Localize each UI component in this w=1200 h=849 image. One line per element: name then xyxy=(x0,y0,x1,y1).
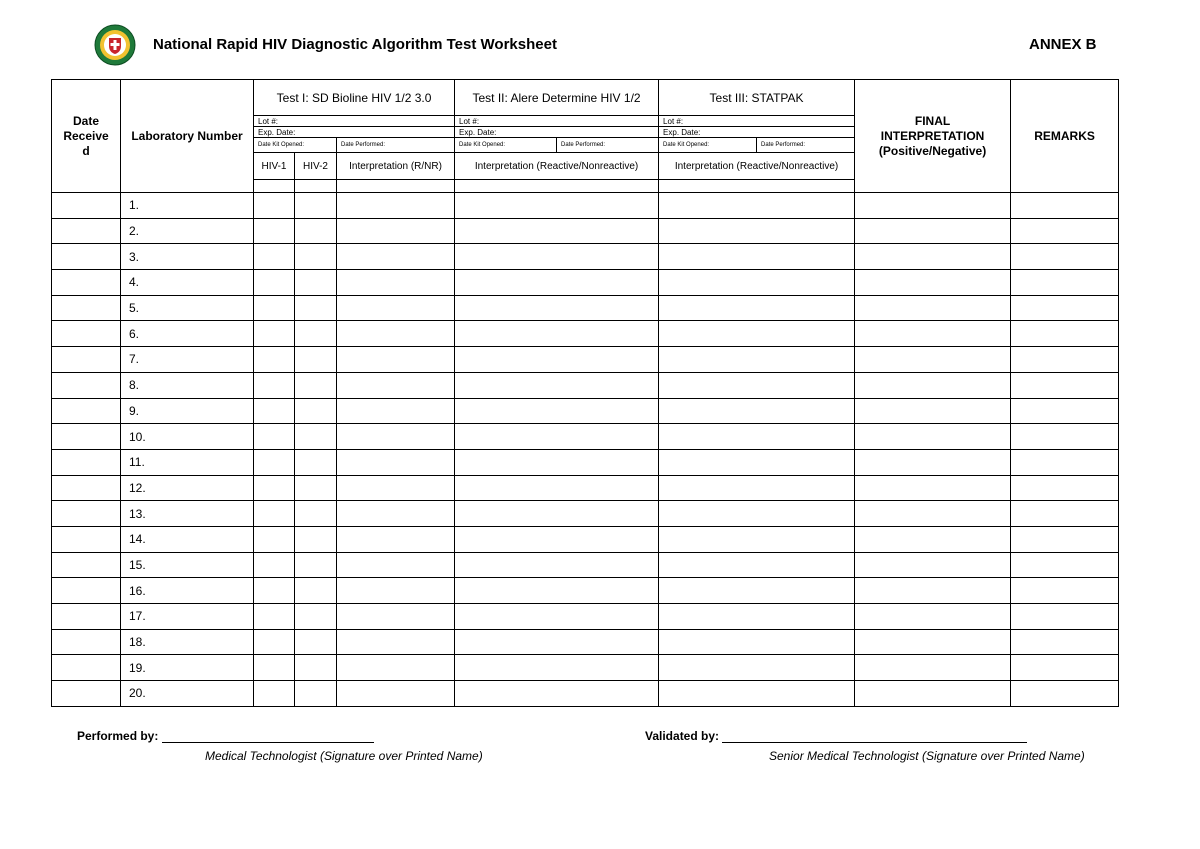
test-1-interpretation-cell[interactable] xyxy=(337,398,455,424)
table-row xyxy=(52,501,1119,527)
test-3-interpretation-cell[interactable] xyxy=(659,295,855,321)
remarks-cell[interactable] xyxy=(1011,321,1119,347)
remarks-cell[interactable] xyxy=(1011,193,1119,219)
test-1-hiv-1-cell[interactable] xyxy=(254,501,295,527)
final-interpretation-cell[interactable] xyxy=(855,629,1011,655)
table-row xyxy=(52,270,1119,296)
test-1-interpretation-cell[interactable] xyxy=(337,244,455,270)
date-received-cell[interactable] xyxy=(52,629,121,655)
laboratory-number-cell[interactable]: 12. xyxy=(121,475,254,501)
test-1-interpretation-cell[interactable] xyxy=(337,347,455,373)
test-1-hiv-2-cell[interactable] xyxy=(295,321,337,347)
table-row xyxy=(52,218,1119,244)
test-2-interpretation-cell[interactable] xyxy=(455,475,659,501)
final-interpretation-cell[interactable] xyxy=(855,449,1011,475)
laboratory-number-cell[interactable]: 7. xyxy=(121,347,254,373)
laboratory-number-cell[interactable]: 11. xyxy=(121,449,254,475)
test-3-exp-field[interactable]: Exp. Date: xyxy=(659,127,855,138)
test-1-hiv-1-cell[interactable] xyxy=(254,475,295,501)
laboratory-number-cell[interactable]: 15. xyxy=(121,552,254,578)
sub-hiv-1: HIV-1 xyxy=(254,153,295,180)
test-1-hiv-2-cell[interactable] xyxy=(295,552,337,578)
remarks-cell[interactable] xyxy=(1011,449,1119,475)
validated-by-label: Validated by: xyxy=(645,729,720,743)
final-interpretation-cell[interactable] xyxy=(855,270,1011,296)
test-2-interpretation-cell[interactable] xyxy=(455,218,659,244)
test-3-interpretation-cell[interactable] xyxy=(659,501,855,527)
test-1-hiv-1-cell[interactable] xyxy=(254,655,295,681)
test-1-interpretation-cell[interactable] xyxy=(337,424,455,450)
test-3-interpretation-cell[interactable] xyxy=(659,218,855,244)
test-1-interpretation-cell[interactable] xyxy=(337,629,455,655)
test-1-interpretation-cell[interactable] xyxy=(337,655,455,681)
date-received-cell[interactable] xyxy=(52,578,121,604)
laboratory-number-cell[interactable]: 2. xyxy=(121,218,254,244)
final-interpretation-cell[interactable] xyxy=(855,295,1011,321)
col-date-received: Date Receive d xyxy=(52,80,121,193)
test-1-hiv-1-cell[interactable] xyxy=(254,218,295,244)
test-3-interpretation-cell[interactable] xyxy=(659,244,855,270)
test-1-kit-opened-field[interactable]: Date Kit Opened: xyxy=(254,138,337,153)
remarks-cell[interactable] xyxy=(1011,501,1119,527)
test-1-hiv-2-cell[interactable] xyxy=(295,475,337,501)
test-3-interpretation-cell[interactable] xyxy=(659,321,855,347)
final-interpretation-cell[interactable] xyxy=(855,578,1011,604)
remarks-cell[interactable] xyxy=(1011,372,1119,398)
final-interpretation-cell[interactable] xyxy=(855,604,1011,630)
test-3-interpretation-cell[interactable] xyxy=(659,193,855,219)
date-received-cell[interactable] xyxy=(52,218,121,244)
laboratory-number-cell[interactable]: 18. xyxy=(121,629,254,655)
laboratory-number-cell[interactable]: 6. xyxy=(121,321,254,347)
remarks-cell[interactable] xyxy=(1011,270,1119,296)
final-interpretation-cell[interactable] xyxy=(855,655,1011,681)
remarks-cell[interactable] xyxy=(1011,629,1119,655)
sub-interpretation-rnr: Interpretation (R/NR) xyxy=(337,153,455,180)
date-received-cell[interactable] xyxy=(52,295,121,321)
laboratory-number-cell[interactable]: 19. xyxy=(121,655,254,681)
remarks-cell[interactable] xyxy=(1011,552,1119,578)
test-3-interpretation-cell[interactable] xyxy=(659,372,855,398)
date-received-cell[interactable] xyxy=(52,398,121,424)
final-interpretation-cell[interactable] xyxy=(855,475,1011,501)
test-1-hiv-1-cell[interactable] xyxy=(254,681,295,707)
test-1-interpretation-cell[interactable] xyxy=(337,578,455,604)
test-2-interpretation-cell[interactable] xyxy=(455,501,659,527)
remarks-cell[interactable] xyxy=(1011,681,1119,707)
remarks-cell[interactable] xyxy=(1011,475,1119,501)
col-remarks: REMARKS xyxy=(1011,80,1119,193)
table-row xyxy=(52,475,1119,501)
performed-by-label: Performed by: xyxy=(77,729,159,743)
test-2-interpretation-cell[interactable] xyxy=(455,526,659,552)
table-row xyxy=(52,372,1119,398)
final-interpretation-cell[interactable] xyxy=(855,681,1011,707)
test-3-interpretation-cell[interactable] xyxy=(659,398,855,424)
test-1-interpretation-cell[interactable] xyxy=(337,501,455,527)
remarks-cell[interactable] xyxy=(1011,526,1119,552)
final-interpretation-cell[interactable] xyxy=(855,372,1011,398)
test-3-title: Test III: STATPAK xyxy=(659,80,855,116)
test-1-hiv-1-cell[interactable] xyxy=(254,552,295,578)
test-1-interpretation-cell[interactable] xyxy=(337,321,455,347)
test-3-interpretation-cell[interactable] xyxy=(659,629,855,655)
final-interpretation-cell[interactable] xyxy=(855,424,1011,450)
test-3-interpretation-cell[interactable] xyxy=(659,552,855,578)
date-received-cell[interactable] xyxy=(52,604,121,630)
table-row xyxy=(52,629,1119,655)
table-row xyxy=(52,449,1119,475)
table-row xyxy=(52,398,1119,424)
test-3-interpretation-cell[interactable] xyxy=(659,526,855,552)
table-row xyxy=(52,655,1119,681)
test-1-hiv-1-cell[interactable] xyxy=(254,398,295,424)
table-row xyxy=(52,321,1119,347)
laboratory-number-cell[interactable]: 20. xyxy=(121,681,254,707)
test-2-interpretation-cell[interactable] xyxy=(455,372,659,398)
test-2-interpretation-cell[interactable] xyxy=(455,244,659,270)
test-1-hiv-2-cell[interactable] xyxy=(295,681,337,707)
table-row xyxy=(52,193,1119,219)
date-received-cell[interactable] xyxy=(52,424,121,450)
test-1-interpretation-cell[interactable] xyxy=(337,218,455,244)
test-2-performed-field[interactable]: Date Performed: xyxy=(557,138,659,153)
final-interpretation-cell[interactable] xyxy=(855,218,1011,244)
test-2-interpretation-cell[interactable] xyxy=(455,424,659,450)
remarks-cell[interactable] xyxy=(1011,655,1119,681)
test-1-hiv-2-cell[interactable] xyxy=(295,244,337,270)
test-1-hiv-2-cell[interactable] xyxy=(295,193,337,219)
test-2-interpretation-cell[interactable] xyxy=(455,193,659,219)
test-3-interpretation-cell[interactable] xyxy=(659,578,855,604)
test-1-hiv-1-cell[interactable] xyxy=(254,424,295,450)
test-1-hiv-1-cell[interactable] xyxy=(254,347,295,373)
final-interpretation-cell[interactable] xyxy=(855,244,1011,270)
test-1-hiv-2-cell[interactable] xyxy=(295,372,337,398)
validated-by-signature-field[interactable] xyxy=(722,730,1027,743)
test-1-hiv-1-cell[interactable] xyxy=(254,270,295,296)
document-title: National Rapid HIV Diagnostic Algorithm Test Worksheet xyxy=(153,36,557,53)
date-received-cell[interactable] xyxy=(52,270,121,296)
sub-hiv-2: HIV-2 xyxy=(295,153,337,180)
department-of-health-seal-icon xyxy=(94,24,136,66)
test-2-interpretation-cell[interactable] xyxy=(455,552,659,578)
worksheet-table xyxy=(51,79,1119,707)
test-3-interpretation-cell[interactable] xyxy=(659,681,855,707)
test-1-hiv-1-cell[interactable] xyxy=(254,244,295,270)
test-3-interpretation-cell[interactable] xyxy=(659,424,855,450)
test-1-hiv-1-cell[interactable] xyxy=(254,604,295,630)
test-1-interpretation-cell[interactable] xyxy=(337,552,455,578)
date-received-cell[interactable] xyxy=(52,475,121,501)
test-3-interpretation-cell[interactable] xyxy=(659,270,855,296)
table-row xyxy=(52,526,1119,552)
date-received-cell[interactable] xyxy=(52,526,121,552)
date-received-cell[interactable] xyxy=(52,552,121,578)
laboratory-number-cell[interactable]: 16. xyxy=(121,578,254,604)
test-1-performed-field[interactable]: Date Performed: xyxy=(337,138,455,153)
test-2-interpretation-cell[interactable] xyxy=(455,347,659,373)
test-1-hiv-1-cell[interactable] xyxy=(254,629,295,655)
table-row xyxy=(52,424,1119,450)
test-1-hiv-2-cell[interactable] xyxy=(295,501,337,527)
date-received-cell[interactable] xyxy=(52,681,121,707)
remarks-cell[interactable] xyxy=(1011,398,1119,424)
test-1-interpretation-cell[interactable] xyxy=(337,526,455,552)
sub-interpretation-test-2: Interpretation (Reactive/Nonreactive) xyxy=(455,153,659,180)
test-2-interpretation-cell[interactable] xyxy=(455,398,659,424)
test-3-interpretation-cell[interactable] xyxy=(659,604,855,630)
test-3-interpretation-cell[interactable] xyxy=(659,475,855,501)
laboratory-number-cell[interactable]: 8. xyxy=(121,372,254,398)
test-1-interpretation-cell[interactable] xyxy=(337,475,455,501)
performed-by-role: Medical Technologist (Signature over Printed Name) xyxy=(205,749,483,763)
test-2-lot-field[interactable]: Lot #: xyxy=(455,116,659,127)
remarks-cell[interactable] xyxy=(1011,295,1119,321)
test-1-interpretation-cell[interactable] xyxy=(337,270,455,296)
final-interpretation-cell[interactable] xyxy=(855,347,1011,373)
remarks-cell[interactable] xyxy=(1011,424,1119,450)
test-1-interpretation-cell[interactable] xyxy=(337,295,455,321)
annex-label: ANNEX B xyxy=(1029,36,1097,53)
test-1-hiv-2-cell[interactable] xyxy=(295,398,337,424)
test-3-interpretation-cell[interactable] xyxy=(659,347,855,373)
test-3-kit-opened-field[interactable]: Date Kit Opened: xyxy=(659,138,757,153)
test-2-interpretation-cell[interactable] xyxy=(455,295,659,321)
test-1-hiv-2-cell[interactable] xyxy=(295,449,337,475)
test-1-exp-field[interactable]: Exp. Date: xyxy=(254,127,455,138)
test-1-hiv-1-cell[interactable] xyxy=(254,578,295,604)
final-interpretation-cell[interactable] xyxy=(855,501,1011,527)
test-2-interpretation-cell[interactable] xyxy=(455,629,659,655)
remarks-cell[interactable] xyxy=(1011,578,1119,604)
test-1-lot-field[interactable]: Lot #: xyxy=(254,116,455,127)
date-received-cell[interactable] xyxy=(52,449,121,475)
remarks-cell[interactable] xyxy=(1011,244,1119,270)
remarks-cell[interactable] xyxy=(1011,218,1119,244)
date-received-cell[interactable] xyxy=(52,193,121,219)
test-1-hiv-1-cell[interactable] xyxy=(254,526,295,552)
test-1-hiv-1-cell[interactable] xyxy=(254,449,295,475)
final-interpretation-cell[interactable] xyxy=(855,526,1011,552)
laboratory-number-cell[interactable]: 10. xyxy=(121,424,254,450)
laboratory-number-cell[interactable]: 4. xyxy=(121,270,254,296)
test-1-hiv-2-cell[interactable] xyxy=(295,604,337,630)
test-1-hiv-2-cell[interactable] xyxy=(295,655,337,681)
test-3-lot-field[interactable]: Lot #: xyxy=(659,116,855,127)
test-1-interpretation-cell[interactable] xyxy=(337,681,455,707)
col-laboratory-number: Laboratory Number xyxy=(121,80,254,193)
laboratory-number-cell[interactable]: 17. xyxy=(121,604,254,630)
test-2-interpretation-cell[interactable] xyxy=(455,604,659,630)
test-1-hiv-1-cell[interactable] xyxy=(254,193,295,219)
validated-by-role: Senior Medical Technologist (Signature over Printed Name) xyxy=(769,749,1085,763)
test-1-interpretation-cell[interactable] xyxy=(337,604,455,630)
test-1-hiv-2-cell[interactable] xyxy=(295,270,337,296)
laboratory-number-cell[interactable]: 5. xyxy=(121,295,254,321)
date-received-cell[interactable] xyxy=(52,321,121,347)
table-row xyxy=(52,552,1119,578)
date-received-cell[interactable] xyxy=(52,655,121,681)
test-1-hiv-2-cell[interactable] xyxy=(295,629,337,655)
test-2-kit-opened-field[interactable]: Date Kit Opened: xyxy=(455,138,557,153)
table-row xyxy=(52,347,1119,373)
table-row xyxy=(52,578,1119,604)
test-1-hiv-2-cell[interactable] xyxy=(295,578,337,604)
table-row xyxy=(52,244,1119,270)
test-1-hiv-2-cell[interactable] xyxy=(295,218,337,244)
remarks-cell[interactable] xyxy=(1011,604,1119,630)
laboratory-number-cell[interactable]: 3. xyxy=(121,244,254,270)
test-1-hiv-1-cell[interactable] xyxy=(254,295,295,321)
date-received-cell[interactable] xyxy=(52,501,121,527)
test-1-hiv-2-cell[interactable] xyxy=(295,424,337,450)
test-2-interpretation-cell[interactable] xyxy=(455,270,659,296)
test-1-hiv-2-cell[interactable] xyxy=(295,347,337,373)
date-received-cell[interactable] xyxy=(52,372,121,398)
test-3-interpretation-cell[interactable] xyxy=(659,655,855,681)
final-interpretation-cell[interactable] xyxy=(855,552,1011,578)
col-final-interpretation: FINAL INTERPRETATION (Positive/Negative) xyxy=(855,80,1011,193)
test-1-interpretation-cell[interactable] xyxy=(337,372,455,398)
final-interpretation-cell[interactable] xyxy=(855,398,1011,424)
table-row xyxy=(52,295,1119,321)
performed-by-line xyxy=(77,729,374,743)
test-2-interpretation-cell[interactable] xyxy=(455,655,659,681)
test-1-hiv-1-cell[interactable] xyxy=(254,372,295,398)
date-received-cell[interactable] xyxy=(52,244,121,270)
test-1-interpretation-cell[interactable] xyxy=(337,449,455,475)
test-2-exp-field[interactable]: Exp. Date: xyxy=(455,127,659,138)
test-2-interpretation-cell[interactable] xyxy=(455,578,659,604)
date-received-cell[interactable] xyxy=(52,347,121,373)
table-row xyxy=(52,604,1119,630)
worksheet-rows xyxy=(52,193,1119,707)
test-2-interpretation-cell[interactable] xyxy=(455,681,659,707)
test-1-title: Test I: SD Bioline HIV 1/2 3.0 xyxy=(254,80,455,116)
sub-interpretation-test-3: Interpretation (Reactive/Nonreactive) xyxy=(659,153,855,180)
test-1-hiv-2-cell[interactable] xyxy=(295,295,337,321)
test-1-hiv-1-cell[interactable] xyxy=(254,321,295,347)
test-2-interpretation-cell[interactable] xyxy=(455,321,659,347)
final-interpretation-cell[interactable] xyxy=(855,193,1011,219)
test-1-hiv-2-cell[interactable] xyxy=(295,526,337,552)
test-3-performed-field[interactable]: Date Performed: xyxy=(757,138,855,153)
laboratory-number-cell[interactable]: 9. xyxy=(121,398,254,424)
laboratory-number-cell[interactable]: 13. xyxy=(121,501,254,527)
laboratory-number-cell[interactable]: 1. xyxy=(121,193,254,219)
test-2-title: Test II: Alere Determine HIV 1/2 xyxy=(455,80,659,116)
test-1-interpretation-cell[interactable] xyxy=(337,193,455,219)
validated-by-line xyxy=(645,729,1027,743)
final-interpretation-cell[interactable] xyxy=(855,321,1011,347)
performed-by-signature-field[interactable] xyxy=(162,730,374,743)
remarks-cell[interactable] xyxy=(1011,347,1119,373)
test-2-interpretation-cell[interactable] xyxy=(455,449,659,475)
table-row xyxy=(52,681,1119,707)
laboratory-number-cell[interactable]: 14. xyxy=(121,526,254,552)
test-3-interpretation-cell[interactable] xyxy=(659,449,855,475)
